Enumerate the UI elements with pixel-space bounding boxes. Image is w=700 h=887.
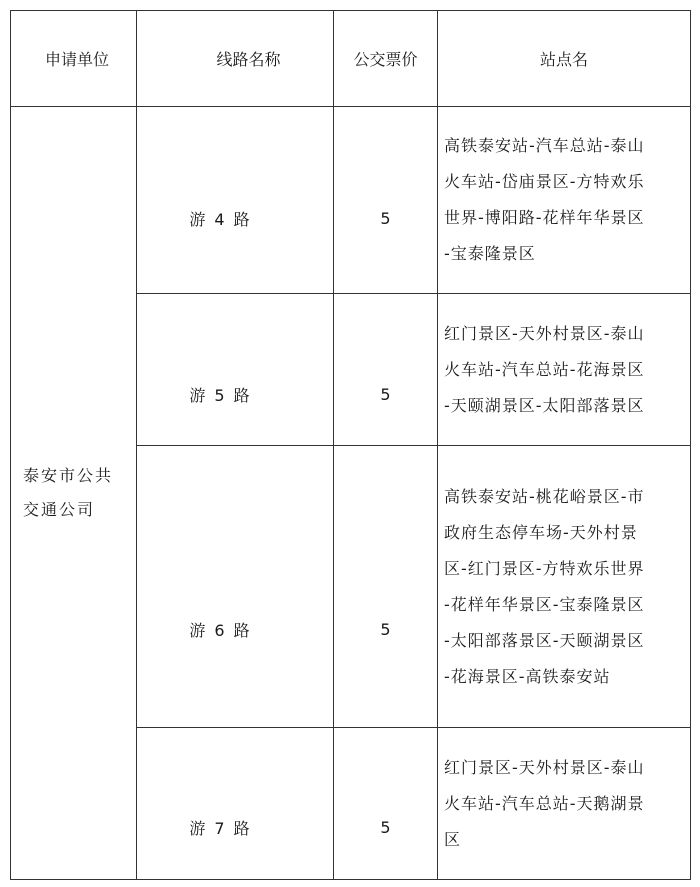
line-name-cell: 游 4 路	[137, 107, 334, 294]
stops-line: -宝泰隆景区	[444, 244, 536, 263]
applicant-unit-cell	[11, 107, 137, 880]
bus-route-table	[10, 10, 691, 880]
header-fare: 公交票价	[334, 11, 438, 107]
stops-cell	[438, 107, 691, 294]
fare-cell: 5	[334, 294, 438, 446]
stops-line: -花样年华景区-宝泰隆景区	[444, 594, 645, 614]
stops-line: 世界-博阳路-花样年华景区	[444, 208, 645, 227]
stops-line: 政府生态停车场-天外村景	[444, 522, 638, 542]
applicant-unit-line: 泰安市公共	[23, 466, 114, 485]
stops-line: 高铁泰安站-汽车总站-泰山	[444, 136, 645, 155]
line-name-cell: 游 5 路	[137, 294, 334, 446]
stops-line: 火车站-汽车总站-天鹅湖景	[444, 793, 645, 813]
stops-line: 红门景区-天外村景区-泰山	[444, 323, 645, 343]
fare-cell: 5	[334, 107, 438, 294]
line-name-cell: 游 6 路	[137, 446, 334, 728]
stops-line: -花海景区-高铁泰安站	[444, 666, 611, 686]
header-applicant-unit: 申请单位	[11, 11, 137, 107]
table-row	[11, 107, 691, 294]
header-stop-names: 站点名	[438, 11, 691, 107]
stops-line: 火车站-岱庙景区-方特欢乐	[444, 172, 645, 191]
header-line-name: 线路名称	[137, 11, 334, 107]
stops-line: -太阳部落景区-天颐湖景区	[444, 630, 645, 650]
applicant-unit-line: 交通公司	[23, 500, 96, 519]
stops-cell	[438, 728, 691, 880]
header-row	[11, 11, 691, 107]
stops-line: 火车站-汽车总站-花海景区	[444, 359, 645, 379]
line-name-cell: 游 7 路	[137, 728, 334, 880]
stops-line: 红门景区-天外村景区-泰山	[444, 757, 645, 777]
stops-cell	[438, 294, 691, 446]
stops-cell	[438, 446, 691, 728]
stops-line: 高铁泰安站-桃花峪景区-市	[444, 486, 645, 506]
fare-cell: 5	[334, 728, 438, 880]
stops-line: -天颐湖景区-太阳部落景区	[444, 395, 645, 415]
fare-cell: 5	[334, 446, 438, 728]
stops-line: 区	[444, 829, 462, 849]
stops-line: 区-红门景区-方特欢乐世界	[444, 558, 645, 578]
